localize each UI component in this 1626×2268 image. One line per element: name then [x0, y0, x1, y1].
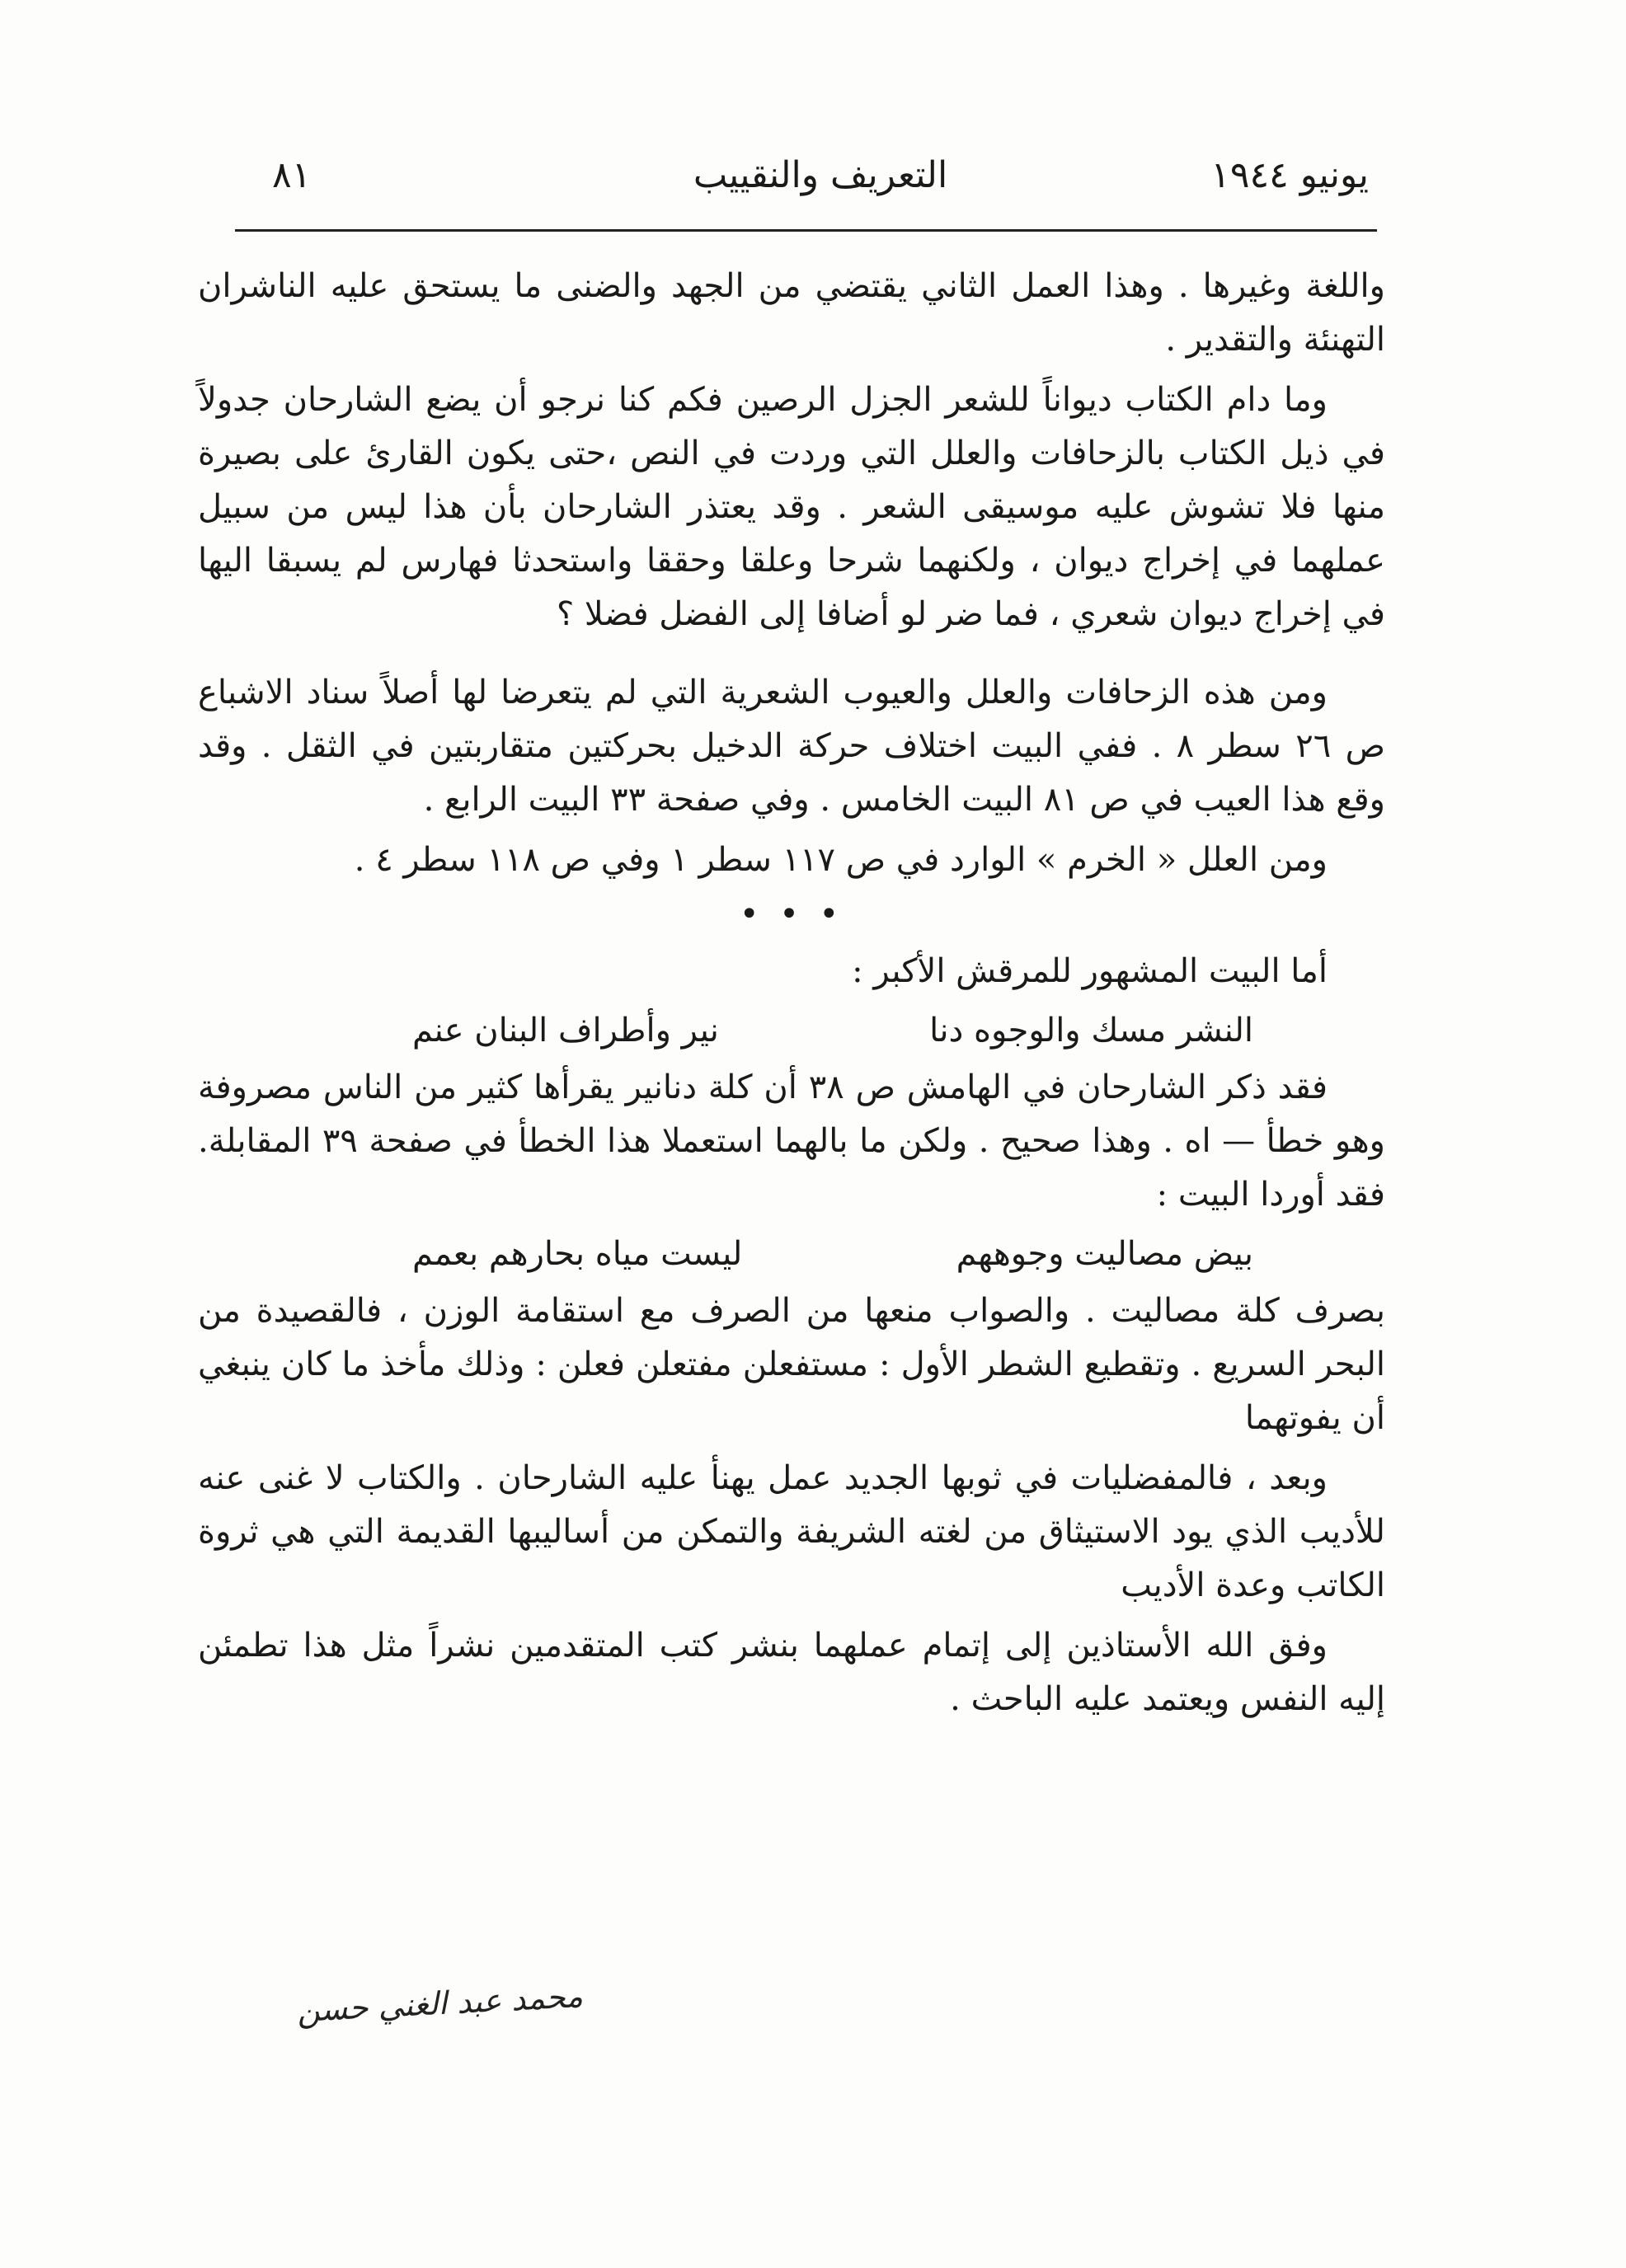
- verse-line: [198, 1228, 1385, 1280]
- paragraph: وفق الله الأستاذين إلى إتمام عملهما بنشر كتب المتقدمين نشراً مثل هذا تطمئن إليه النفس ويعتمد عليه الباحث .: [198, 1627, 1385, 1718]
- verse-hemistich: النشر مسك والوجوه دنا: [929, 1012, 1253, 1049]
- paragraph: ومن العلل « الخرم » الوارد في ص ١١٧ سطر ١ وفي ص ١١٨ سطر ٤ .: [354, 841, 1328, 879]
- verse-hemistich: ليست مياه بحارهم بعمم: [412, 1235, 743, 1273]
- author-signature: محمد عبد الغني حسن: [296, 1977, 584, 2030]
- verse-hemistich: بيض مصاليت وجوههم: [956, 1235, 1253, 1273]
- paragraph: ومن هذه الزحافات والعلل والعيوب الشعرية التي لم يتعرضا لها أصلاً سناد الاشباع ص ٢٦ سطر ٨ . ففي البيت اختلاف حركة الدخيل بحركتين متقاربتين في الثقل . وقد وقع هذا العيب في ص ٨١ البيت الخامس . وفي صفحة ٣٣ البيت الرابع .: [198, 674, 1385, 819]
- verse-hemistich: نير وأطراف البنان عنم: [412, 1012, 719, 1049]
- paragraph: أما البيت المشهور للمرقش الأكبر :: [852, 952, 1328, 990]
- paragraph: بصرف كلة مصاليت . والصواب منعها من الصرف مع استقامة الوزن ، فالقصيدة من البحر السريع . وتقطيع الشطر الأول : مستفعلن مفتعلن فعلن : وذلك مأخذ ما كان ينبغي أن يفوتهما: [198, 1292, 1385, 1437]
- header-title: التعريف والنقييب: [693, 154, 948, 196]
- verse-line: [198, 1005, 1385, 1056]
- paragraph: وما دام الكتاب ديواناً للشعر الجزل الرصين فكم كنا نرجو أن يضع الشارحان جدولاً في ذيل الكتاب بالزحافات والعلل التي وردت في النص ،حتى يكون القارئ على بصيرة منها فلا تشوش عليه موسيقى الشعر . وقد يعتذر الشارحان بأن هذا ليس من سبيل عملهما في إخراج ديوان ، ولكنهما شرحا وعلقا وحققا واستحدثا فهارس لم يسبقا اليها في إخراج ديوان شعري ، فما ضر لو أضافا إلى الفضل فضلا ؟: [198, 381, 1385, 633]
- page-header: [272, 147, 1369, 204]
- header-date: يونيو ١٩٤٤: [1210, 154, 1369, 196]
- paragraph: فقد ذكر الشارحان في الهامش ص ٣٨ أن كلة دنانير يقرأها كثير من الناس مصروفة وهو خطأ — اه . وهذا صحيح . ولكن ما بالهما استعملا هذا الخطأ في صفحة ٣٩ المقابلة. فقد أوردا البيت :: [198, 1068, 1385, 1214]
- page-number: ٨١: [272, 154, 312, 196]
- section-separator: • • •: [739, 895, 844, 933]
- header-rule: [235, 229, 1377, 232]
- paragraph: وبعد ، فالمفضليات في ثوبها الجديد عمل يهنأ عليه الشارحان . والكتاب لا غنى عنه للأديب الذي يود الاستيثاق من لغته الشريفة والتمكن من أساليبها القديمة التي هي ثروة الكاتب وعدة الأديب: [198, 1459, 1385, 1604]
- article-body: [198, 260, 1385, 1733]
- paragraph: واللغة وغيرها . وهذا العمل الثاني يقتضي من الجهد والضنى ما يستحق عليه الناشران التهنئة والتقدير .: [198, 267, 1385, 359]
